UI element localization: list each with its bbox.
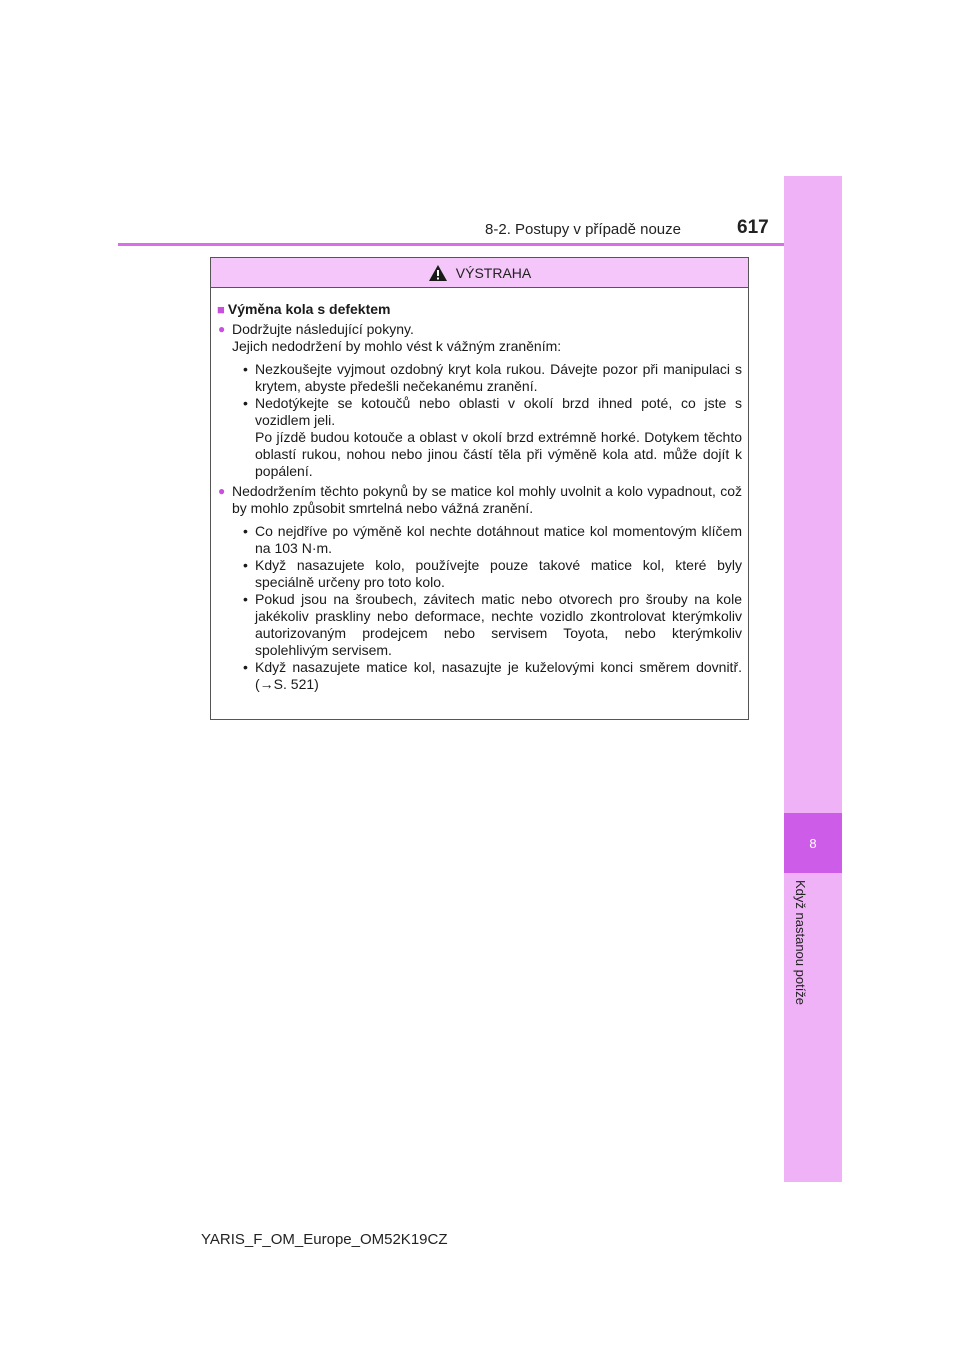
running-header: 8-2. Postupy v případě nouze	[485, 221, 681, 238]
footer-doc-id: YARIS_F_OM_Europe_OM52K19CZ	[201, 1231, 448, 1248]
warning-body	[211, 288, 748, 693]
sub-list-item: • Nezkoušejte vyjmout ozdobný kryt kola rukou. Dávejte pozor při manipulaci s krytem, abyste předešli nečekanému zranění.	[243, 361, 742, 394]
sub-list-item: • Nedotýkejte se kotoučů nebo oblasti v okolí brzd ihned poté, co jste s vozidlem jeli.	[243, 395, 742, 428]
header-divider	[118, 243, 841, 246]
warning-label: VÝSTRAHA	[455, 264, 532, 281]
sub-list	[243, 361, 742, 480]
circle-bullet-icon: ●	[218, 322, 226, 336]
chapter-side-tab	[784, 176, 842, 1182]
sub-bullet: •	[243, 591, 248, 607]
bullet-text: Dodržujte následující pokyny.	[232, 321, 414, 337]
sub-list	[243, 523, 742, 693]
chapter-title: Když nastanou potíže	[793, 880, 808, 1006]
bullet-text: Jejich nedodržení by mohlo vést k vážným zraněním:	[232, 338, 562, 354]
bullet-item	[217, 321, 742, 355]
sub-list-item: • Co nejdříve po výměně kol nechte dotáhnout matice kol momentovým klíčem na 103 N·m.	[243, 523, 742, 556]
bullet-text: Nedodržením těchto pokynů by se matice kol mohly uvolnit a kolo vypadnout, což by mohlo způsobit smrtelná nebo vážná zranění.	[232, 483, 742, 516]
page-number: 617	[737, 217, 769, 238]
bullet-item	[217, 483, 742, 517]
warning-box	[210, 257, 749, 720]
warning-triangle-icon	[428, 264, 448, 282]
sub-bullet: •	[243, 557, 248, 573]
chapter-number-box	[784, 813, 842, 873]
sub-list-item: • Pokud jsou na šroubech, závitech matic nebo otvorech pro šrouby na kole jakékoliv praskliny nebo deformace, nechte vozidlo zkontrolovat kterýmkoliv autorizovaným prodejcem nebo servisem Toyota, nebo kterýmkoliv spolehlivým servisem.	[243, 591, 742, 658]
sub-list-item-continuation: Po jízdě budou kotouče a oblast v okolí brzd extrémně horké. Dotykem těchto oblastí rukou, nohou nebo jinou částí těla při výměně kola atd. může dojít k popálení.	[255, 429, 742, 479]
square-bullet-icon: ■	[217, 302, 225, 317]
sub-list-item: • Když nasazujete kolo, používejte pouze takové matice kol, které byly speciálně určeny pro toto kolo.	[243, 557, 742, 590]
circle-bullet-icon: ●	[218, 484, 226, 498]
sub-bullet: •	[243, 659, 248, 675]
section-title	[217, 301, 742, 318]
sub-bullet: •	[243, 361, 248, 377]
sub-bullet: •	[243, 395, 248, 411]
section-title-text: Výměna kola s defektem	[227, 301, 391, 317]
warning-header	[211, 258, 748, 288]
sub-bullet: •	[243, 523, 248, 539]
chapter-number: 8	[809, 835, 817, 851]
sub-list-item: • Když nasazujete matice kol, nasazujte je kuželovými konci směrem dovnitř. (→S. 521)	[243, 659, 742, 692]
